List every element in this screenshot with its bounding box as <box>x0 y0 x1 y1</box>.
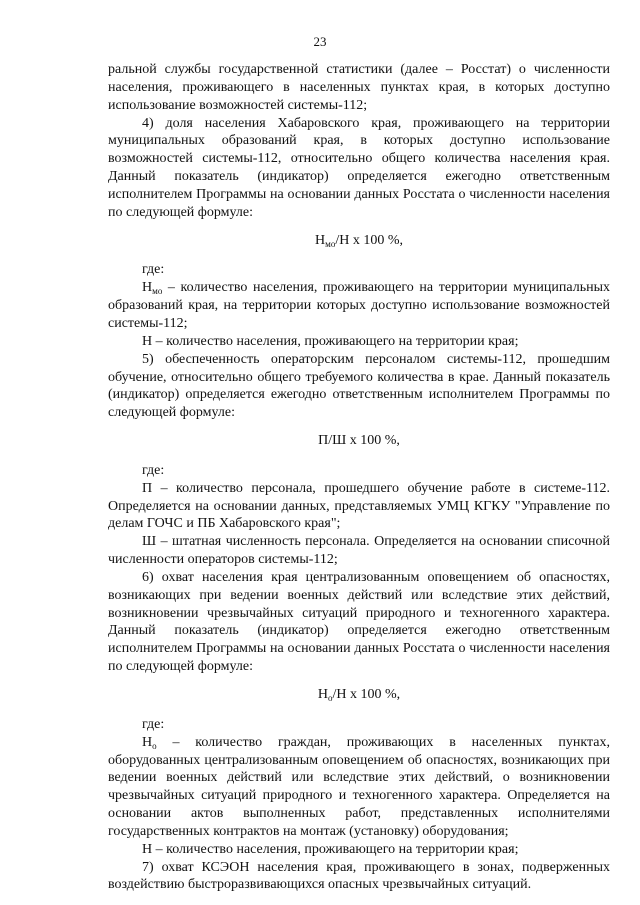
definition-nmo-sub: мо <box>152 286 163 297</box>
formula-3 <box>108 686 610 704</box>
definition-n-1: Н – количество населения, проживающего на территории края; <box>142 333 519 349</box>
page-number: 23 <box>313 34 327 49</box>
paragraph-indicator-4: 4) доля населения Хабаровского края, проживающего на территории муниципальных образований края, в которых доступно использование возможностей системы-112, относительно общего количества населения края. Данный показатель (индикатор) определяется ежегодно ответственным исполнителем Программы на основании данных Росстата о численности населения по следующей формуле: <box>108 115 610 220</box>
formula-3-sub: о <box>327 693 333 703</box>
paragraph-indicator-7: 7) охват КСЭОН населения края, проживающего в зонах, подверженных воздействию быстроразвивающихся опасных чрезвычайных ситуаций. <box>108 859 610 893</box>
paragraph-continuation: ральной службы государственной статистики (далее – Росстат) о численности населения, проживающего в населенных пунктах края, в которых доступно использование возможностей системы-112; <box>108 62 610 113</box>
definition-no <box>108 734 610 841</box>
paragraph-indicator-6: 6) охват населения края централизованным оповещением об опасностях, возникающих при ведении военных действий или вследствие этих действий, возникновении чрезвычайных ситуаций природного и техногенного характера. Данный показатель (индикатор) определяется ежегодно ответственным исполнителем Программы на основании данных Росстата о численности населения по следующей формуле: <box>108 569 610 675</box>
definition-sh: Ш – штатная численность персонала. Определяется на основании списочной численности операторов системы-112; <box>108 534 610 568</box>
paragraph-indicator-5: 5) обеспеченность операторским персоналом системы-112, прошедшим обучение, относительно общего требуемого количества в крае. Данный показатель (индикатор) определяется ежегодно ответственным исполнителем Программы по следующей формуле: <box>108 351 610 421</box>
definition-p: П – количество персонала, прошедшего обучение работе в системе-112. Определяется на основании данных, представляемых УМЦ КГКУ "Управление по делам ГОЧС и ПБ Хабаровского края"; <box>108 480 610 532</box>
formula-1-main: Н <box>315 232 326 248</box>
formula-1-rest: /Н х 100 %, <box>335 232 403 248</box>
formula-3-rest: /Н х 100 %, <box>332 687 401 702</box>
definition-nmo-symbol: Н <box>142 280 153 296</box>
definition-nmo-text: – количество населения, проживающего на территории муниципальных образований края, на территории которых доступно использование возможностей системы-112; <box>108 280 610 331</box>
definition-n-2: Н – количество населения, проживающего на территории края; <box>142 841 519 857</box>
where-label-3: где: <box>142 716 165 732</box>
definition-no-symbol: Н <box>142 734 153 750</box>
definition-nmo <box>108 279 610 333</box>
formula-1-sub: мо <box>325 238 336 249</box>
formula-2: П/Ш х 100 %, <box>318 433 400 449</box>
definition-no-text: – количество граждан, проживающих в населенных пунктах, оборудованных централизованным оповещением об опасностях, возникающих при ведении военных действий или вследствие этих действий, о возникновении чрезвычайных ситуаций природного и техногенного характера. Определяется на основании актов выполненных работ, представленных исполнителями государственных контрактов на монтаж (установку) оборудования; <box>108 734 610 839</box>
definition-no-sub: о <box>152 740 157 751</box>
where-label-1: где: <box>142 262 165 278</box>
where-label-2: где: <box>142 462 165 478</box>
formula-1 <box>108 232 610 250</box>
formula-3-main: Н <box>317 687 328 702</box>
document-body <box>108 61 610 894</box>
